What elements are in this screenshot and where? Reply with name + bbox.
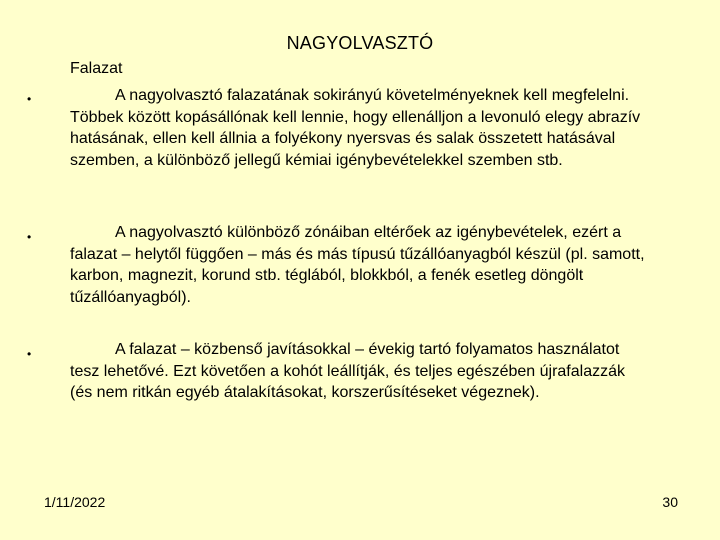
bullet-2-text — [70, 222, 650, 308]
bullet-1-content: A nagyolvasztó falazatának sokirányú követelményeknek kell megfelelni. Többek között kopásállónak kell lennie, hogy ellenálljon a levonuló elegy abrazív hatásának, ellen kell állnia a folyékony nyersvas és salak összetett hatásával szemben, a különböző jellegű kémiai igénybevételekkel szemben stb. — [70, 87, 641, 169]
bullet-2-content: A nagyolvasztó különböző zónáiban eltérőek az igénybevételek, ezért a falazat – helytől függően – más és más típusú tűzállóanyagból készül (pl. samott, karbon, magnezit, korund stb. téglából, blokkból, a fenék esetleg döngölt tűzállóanyagból). — [70, 224, 645, 306]
section-heading: Falazat — [70, 60, 123, 77]
slide-title: NAGYOLVASZTÓ — [286, 33, 434, 53]
page-number: 30 — [662, 494, 678, 510]
bullet-3-marker: • — [27, 347, 32, 361]
bullet-1-text — [70, 85, 650, 171]
bullet-2-marker: • — [27, 230, 32, 244]
footer-date: 1/11/2022 — [44, 494, 106, 510]
bullet-3-text — [70, 339, 650, 404]
bullet-1-marker: • — [27, 92, 32, 106]
bullet-3-content: A falazat – közbenső javításokkal – évekig tartó folyamatos használatot tesz lehetővé. Ezt követően a kohót leállítják, és teljes egészében újrafalazzák (és nem ritkán egyéb átalakításokat, korszerűsítéseket végeznek). — [70, 341, 625, 401]
